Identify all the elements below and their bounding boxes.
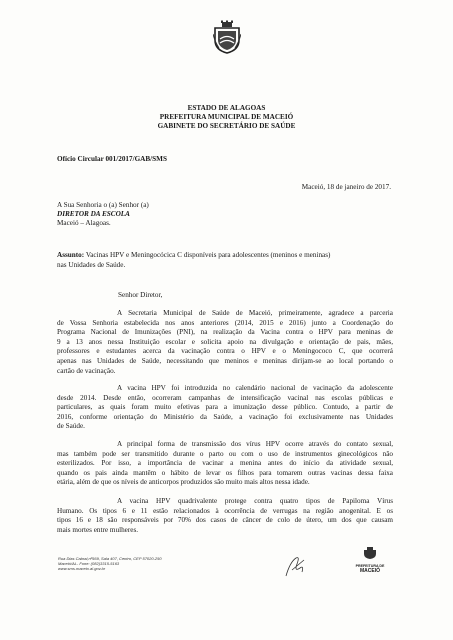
paragraph-4 [57,497,393,535]
salutation: Senhor Diretor, [118,291,163,299]
paragraph-line: mais mortes entre mulheres. [57,525,139,534]
recipient-line-1: A Sua Senhoria o (a) Senhor (a) [57,201,149,209]
subject [57,251,393,261]
footer-line-3: www.sms.maceio.al.gov.br [58,566,106,571]
paragraph-line: desde 2014. Desde então, ocorreram campanhas de intensificação vacinal nas escolas públicas e [57,393,393,402]
paragraph-line: quando os pais ainda mantêm o hábito de levar os filhos para tomarem outras vacinas dessa faixa [57,468,393,477]
footer-logo-line-1: PREFEITURA DE [355,564,385,568]
footer-logo-line-2: MACEIÓ [360,568,380,574]
footer-address [58,556,162,571]
paragraph-line: particulares, as quais foram muito efetivas para a imunização desse público. Contudo, a partir de [57,403,393,412]
paragraph-line: A vacina HPV foi introduzida no calendário nacional de vacinação da adolescente [117,384,393,392]
paragraph-line: Programa Nacional de Imunizações (PNI), na realização da Vacina contra o HPV para meninas de [57,328,393,337]
paragraph-line: 9 a 13 anos nessa Instituição escolar e solicita apoio na divulgação e orientação de pais, mães, [57,337,393,346]
paragraph-line: mas também pode ser transmitido durante o parto ou com o uso de instrumentos ginecológicos não [57,449,393,458]
paragraph-1 [57,309,393,376]
header-state: ESTADO DE ALAGOAS [187,104,266,112]
city-crest-icon [363,547,377,559]
document-reference: Ofício Circular 001/2017/GAB/SMS [57,155,167,163]
recipient-line-2: DIRETOR DA ESCOLA [57,210,130,218]
paragraph-line: A vacina HPV quadrivalente protege contra quatro tipos de Papiloma Vírus [117,497,393,505]
subject-line-2: nas Unidades de Saúde. [57,261,126,269]
paragraph-line: de Vossa Senhoria estabelecida nos anos anteriores (2014, 2015 e 2016) junto a Coordenação do [57,318,393,327]
paragraph-3 [57,440,393,488]
footer-line-2: Maceió/AL- Fone: (082)3315-5163 [58,561,120,566]
header-prefeitura: PREFEITURA MUNICIPAL DE MACEIÓ [159,113,294,121]
paragraph-line: de Saúde. [57,422,85,431]
paragraph-line: Humano. Os tipos 6 e 11 estão relacionados à ocorrência de verrugas na região anogenital. E os [57,506,393,515]
recipient-line-3: Maceió – Alagoas. [57,219,111,227]
paragraph-2 [57,384,393,432]
footer-line-1: Rua Dias Cabral,nº569, Sala 407, Centro, CEP 57020-250 [58,556,162,561]
paragraph-line: 2016, conforme orientação do Ministério da Saúde, a vacinação foi exclusivamente nas Unidades [57,412,393,421]
paragraph-line: apenas nas Unidades de Saúde, necessitando que meninos e meninas dirijam-se ao local portando o [57,356,393,365]
coat-of-arms-icon [213,20,241,54]
header-gabinete: GABINETE DO SECRETÁRIO DE SAÚDE [157,122,296,130]
paragraph-line: etária, além de que os níveis de anticorpos produzidos são muito mais altos nessa idade. [57,478,310,487]
document-date: Maceió, 18 de janeiro de 2017. [301,183,391,191]
signature-icon [282,552,312,578]
paragraph-line: professores e estudantes acerca da vacinação contra o HPV e o Meningococo C, que ocorrerá [57,347,393,356]
paragraph-line: cartão de vacinação. [57,366,116,375]
paragraph-line: tipos 16 e 18 são responsáveis por 70% dos casos de câncer de colo de útero, um dos que causam [57,516,393,525]
paragraph-line: A Secretaria Municipal de Saúde de Maceió, primeiramente, agradece a parceria [117,309,393,317]
footer-logo [350,546,390,574]
paragraph-line: A principal forma de transmissão dos vírus HPV ocorre através do contato sexual, [117,440,393,448]
paragraph-line: esterilizados. Por isso, a importância de vacinar a menina antes do início da atividade sexual, [57,459,393,468]
subject-label: Assunto: [57,251,85,259]
subject-line-1: Vacinas HPV e Meningocócica C disponíveis para adolescentes (meninos e meninas) [85,251,331,259]
